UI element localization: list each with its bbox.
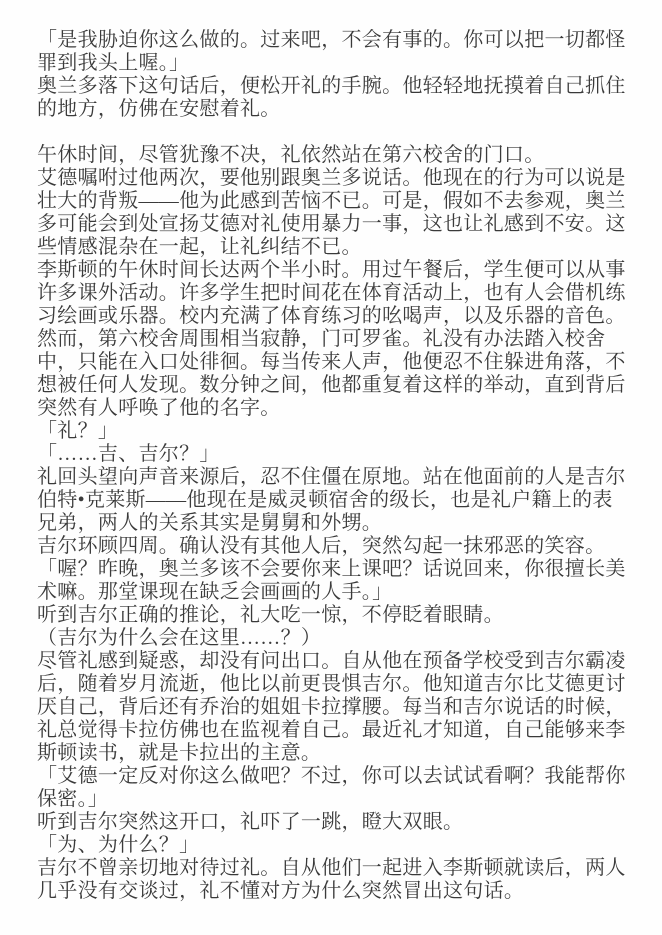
text-line: 兄弟，两人的关系其实是舅舅和外甥。 <box>37 512 383 534</box>
text-line: 伯特•克莱斯——他现在是威灵顿宿舍的级长，也是礼户籍上的表 <box>37 489 613 511</box>
text-line: 多可能会到处宣扬艾德对礼使用暴力一事，这也让礼感到不安。这 <box>37 213 626 235</box>
text-line: 吉尔不曾亲切地对待过礼。自从他们一起进入李斯顿就读后，两人 <box>37 857 626 879</box>
body-text <box>37 29 626 903</box>
text-line: 听到吉尔突然这开口，礼吓了一跳，瞪大双眼。 <box>37 811 464 833</box>
text-line: 礼总觉得卡拉仿佛也在监视着自己。最近礼才知道，自己能够来李 <box>37 719 626 741</box>
text-line: 奥兰多落下这句话后，便松开礼的手腕。他轻轻地抚摸着自己抓住 <box>37 75 626 97</box>
text-line: 「礼？」 <box>37 420 119 442</box>
text-line: 想被任何人发现。数分钟之间，他都重复着这样的举动，直到背后 <box>37 374 626 396</box>
text-line: 保密。」 <box>37 788 109 810</box>
text-line: 艾德嘱咐过他两次，要他别跟奥兰多说话。他现在的行为可以说是 <box>37 167 626 189</box>
text-line: 尽管礼感到疑惑，却没有问出口。自从他在预备学校受到吉尔霸凌 <box>37 650 626 672</box>
text-line: 礼回头望向声音来源后，忍不住僵在原地。站在他面前的人是吉尔 <box>37 466 626 488</box>
text-line: 些情感混杂在一起，让礼纠结不已。 <box>37 236 362 258</box>
text-line: 然而，第六校舍周围相当寂静，门可罗雀。礼没有办法踏入校舍 <box>37 328 606 350</box>
text-line <box>37 121 626 144</box>
text-line: 壮大的背叛——他为此感到苦恼不已。可是，假如不去参观，奥兰 <box>37 190 626 212</box>
text-line: 后，随着岁月流逝，他比以前更畏惧吉尔。他知道吉尔比艾德更讨 <box>37 673 626 695</box>
text-line: 「是我胁迫你这么做的。过来吧，不会有事的。你可以把一切都怪 <box>37 29 626 51</box>
text-line: 突然有人呼唤了他的名字。 <box>37 397 281 419</box>
text-line: 斯顿读书，就是卡拉出的主意。 <box>37 742 322 764</box>
text-line: 习绘画或乐器。校内充满了体育练习的吆喝声，以及乐器的音色。 <box>37 305 626 327</box>
text-line: 几乎没有交谈过，礼不懂对方为什么突然冒出这句话。 <box>37 880 525 902</box>
text-line: 「为、为什么？」 <box>37 834 200 856</box>
text-line: 罪到我头上喔。」 <box>37 52 190 74</box>
text-line: 厌自己，背后还有乔治的姐姐卡拉撑腰。每当和吉尔说话的时候， <box>37 696 626 718</box>
text-line: 「艾德一定反对你这么做吧？不过，你可以去试试看啊？我能帮你 <box>37 765 626 787</box>
text-line: 午休时间，尽管犹豫不决，礼依然站在第六校舍的门口。 <box>37 144 545 166</box>
text-line: 术嘛。那堂课现在缺乏会画画的人手。」 <box>37 581 393 603</box>
text-line: 李斯顿的午休时间长达两个半小时。用过午餐后，学生便可以从事 <box>37 259 626 281</box>
text-line: 许多课外活动。许多学生把时间花在体育活动上，也有人会借机练 <box>37 282 626 304</box>
text-line: （吉尔为什么会在这里……？） <box>37 627 322 649</box>
text-line: 中，只能在入口处徘徊。每当传来人声，他便忍不住躲进角落，不 <box>37 351 626 373</box>
text-line: 吉尔环顾四周。确认没有其他人后，突然勾起一抹邪恶的笑容。 <box>37 535 606 557</box>
text-line: 的地方，仿佛在安慰着礼。 <box>37 98 281 120</box>
text-line: 「喔？昨晚，奥兰多该不会要你来上课吧？话说回来，你很擅长美 <box>37 558 626 580</box>
text-line: 听到吉尔正确的推论，礼大吃一惊，不停眨着眼睛。 <box>37 604 504 626</box>
text-line: 「……吉、吉尔？」 <box>37 443 220 465</box>
